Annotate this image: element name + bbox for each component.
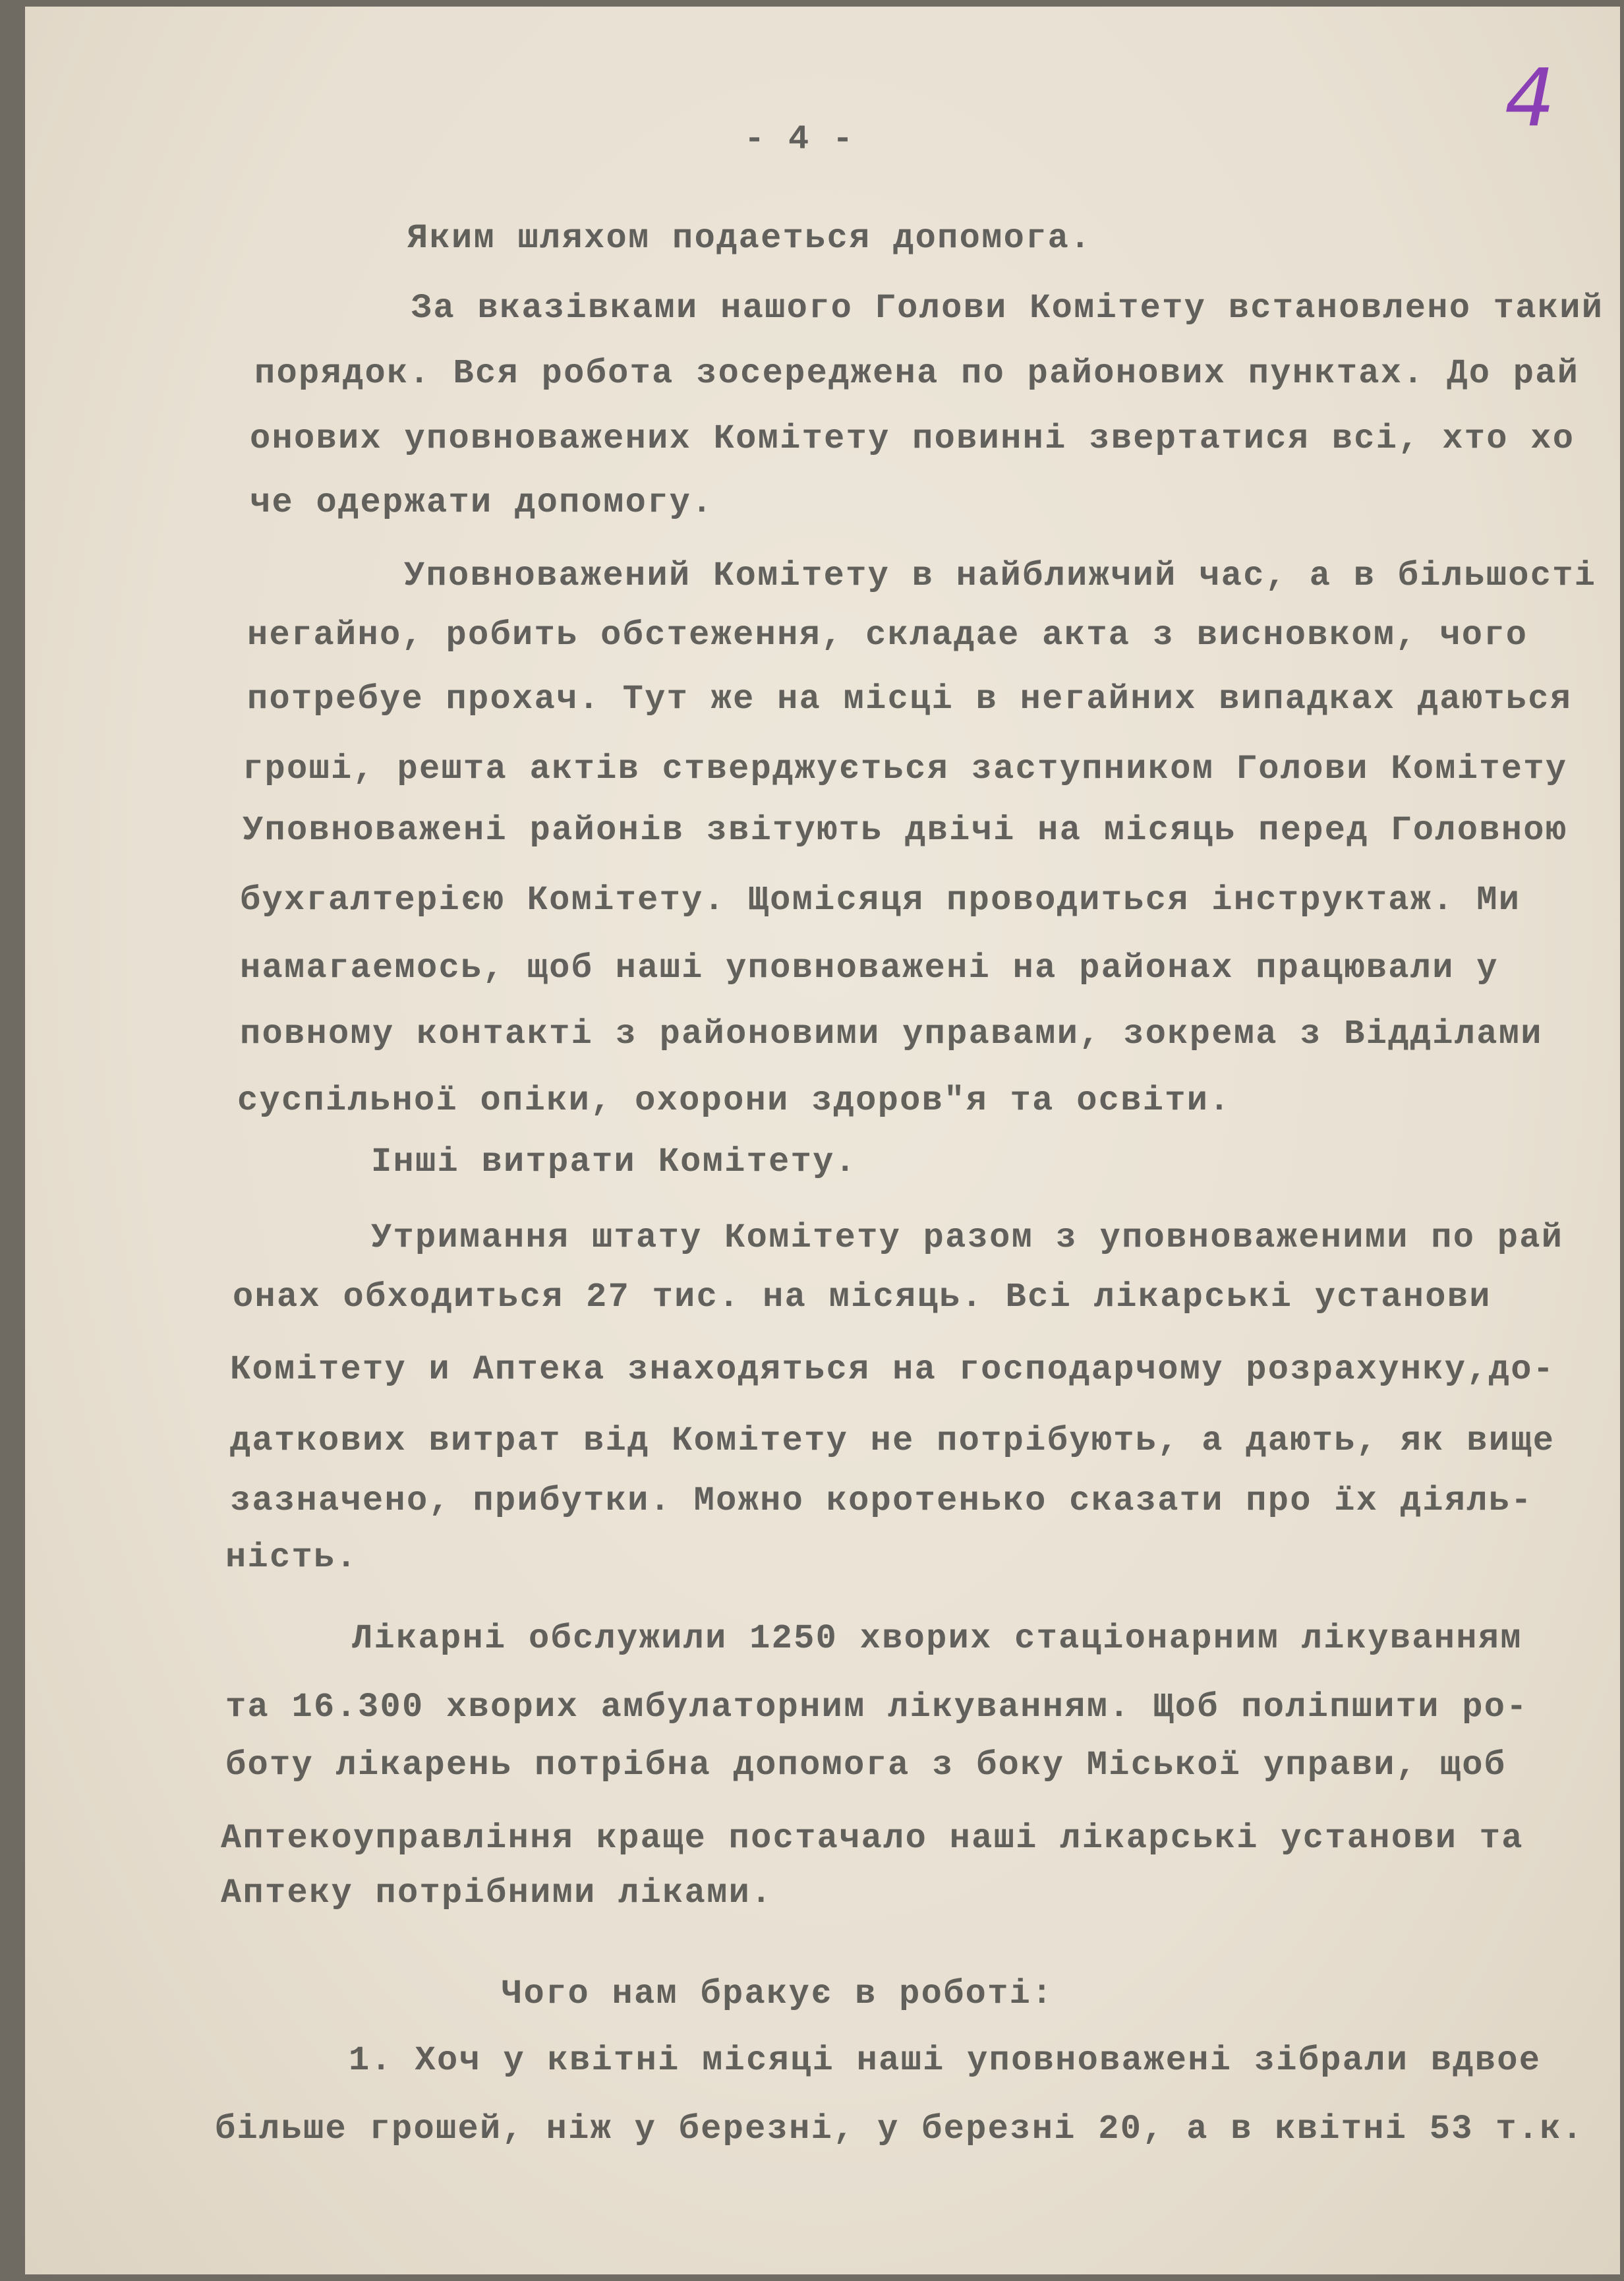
text-line: потребуе прохач. Тут же на місці в негайних випадках даються (247, 680, 1573, 719)
text-line: гроші, решта актів стверджується заступником Голови Комітету (243, 750, 1568, 788)
section-heading: Інші витрати Комітету. (371, 1142, 857, 1181)
text-line: зазначено, прибутки. Можно коротенько сказати про їх діяль- (230, 1481, 1533, 1520)
text-line: Комітету и Аптека знаходяться на господарчому розрахунку,до- (230, 1350, 1555, 1389)
handwritten-folio-number: 4 (1505, 53, 1555, 144)
text-line: Уповноважений Комітету в найближчий час, а в більшості (404, 556, 1597, 595)
section-heading: Чого нам бракує в роботі: (502, 1974, 1054, 2013)
page-number: - 4 - (744, 120, 855, 159)
text-line: бухгалтерією Комітету. Щомісяця проводиться інструктаж. Ми (240, 881, 1521, 920)
text-line: повному контакті з районовими управами, зокрема з Відділами (240, 1015, 1543, 1053)
text-line: 1. Хоч у квітні місяці наші уповноважені зібрали вдвое (349, 2041, 1542, 2080)
text-line: негайно, робить обстеження, складае акта з висновком, чого (247, 616, 1528, 655)
text-line: боту лікарень потрібна допомога з боку Міської управи, щоб (225, 1746, 1507, 1785)
text-line: Лікарні обслужили 1250 хворих стаціонарним лікуванням (352, 1619, 1522, 1658)
text-line: ність. (225, 1538, 359, 1577)
text-line: онових уповноважених Комітету повинні звертатися всі, хто хо (250, 419, 1575, 458)
text-line: порядок. Вся робота зосереджена по районових пунктах. До рай (254, 354, 1580, 393)
text-line: Аптекоуправління краще постачало наші лікарські установи та (221, 1819, 1524, 1858)
section-heading: Яким шляхом подаеться допомога. (407, 219, 1092, 258)
text-line: та 16.300 хворих амбулаторним лікуванням. Щоб поліпшити ро- (225, 1688, 1528, 1727)
text-line: намагаемось, щоб наші уповноважені на районах працювали у (240, 949, 1499, 988)
text-line: За вказівками нашого Голови Комітету встановлено такий (411, 289, 1604, 328)
text-line: Утримання штату Комітету разом з уповноваженими по рай (371, 1218, 1564, 1257)
text-line: Аптеку потрібними ліками. (221, 1874, 773, 1912)
text-line: че одержати допомогу. (250, 483, 714, 522)
document-page (25, 7, 1620, 2274)
text-line: онах обходиться 27 тис. на місяць. Всі лікарські установи (233, 1278, 1492, 1317)
text-line: Уповноважені районів звітують двічі на місяць перед Головною (243, 811, 1568, 850)
text-line: більше грошей, ніж у березні, у березні 20, а в квітні 53 т.к. (215, 2110, 1584, 2148)
text-line: даткових витрат від Комітету не потрібують, а дають, як вище (230, 1421, 1555, 1460)
text-line: суспільної опіки, охорони здоров"я та освіти. (237, 1081, 1231, 1120)
